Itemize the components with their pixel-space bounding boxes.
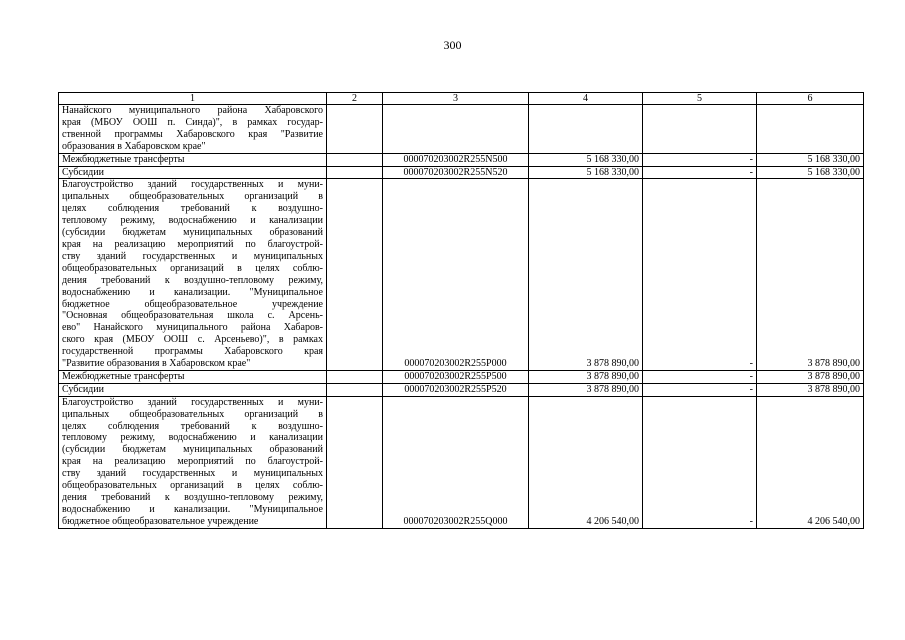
description-line: образования в Хабаровском крае" — [62, 140, 206, 152]
description-line: ево" Нанайского муниципального района Хабаров- — [62, 322, 323, 334]
cell-code: 000070203002R255Q000 — [383, 396, 529, 528]
cell-code: 000070203002R255P000 — [383, 179, 529, 371]
cell-amount: 4 206 540,00 — [529, 396, 643, 528]
description-line: общеобразовательных организаций в целях соблю- — [62, 262, 323, 274]
row-label: Субсидии — [59, 383, 327, 396]
cell-col-5: - — [643, 153, 757, 166]
table-row — [59, 105, 864, 154]
cell-amount: 3 878 890,00 — [529, 370, 643, 383]
budget-table — [58, 92, 864, 529]
description-line: ству зданий государственных и муниципальных — [62, 468, 323, 480]
cell-col-2 — [327, 383, 383, 396]
description-line: ского края (МБОУ ООШ с. Арсеньево)", в рамках — [62, 334, 323, 346]
description-line: (субсидии бюджетам муниципальных образований — [62, 227, 323, 239]
cell-total: 5 168 330,00 — [757, 166, 864, 179]
cell-amount: 5 168 330,00 — [529, 166, 643, 179]
cell-col-2 — [327, 396, 383, 528]
description-line: тепловому режиму, водоснабжению и канализации — [62, 215, 323, 227]
cell-col-5: - — [643, 383, 757, 396]
cell-total: 3 878 890,00 — [757, 383, 864, 396]
cell-amount: 3 878 890,00 — [529, 179, 643, 371]
description-line: (субсидии бюджетам муниципальных образований — [62, 444, 323, 456]
cell-col-5 — [643, 105, 757, 154]
cell-code: 000070203002R255N500 — [383, 153, 529, 166]
table-body — [59, 105, 864, 529]
table-header — [59, 93, 864, 105]
table-row — [59, 370, 864, 383]
cell-total: 5 168 330,00 — [757, 153, 864, 166]
cell-col-2 — [327, 179, 383, 371]
row-label: Межбюджетные трансферты — [59, 370, 327, 383]
description-line: Благоустройство зданий государственных и муни- — [62, 396, 323, 408]
header-col-4: 4 — [529, 93, 643, 105]
description-line: тепловому режиму, водоснабжению и канализации — [62, 432, 323, 444]
description-line: бюджетное общеобразовательное учреждение — [62, 298, 323, 310]
row-label: Субсидии — [59, 166, 327, 179]
cell-total: 3 878 890,00 — [757, 179, 864, 371]
row-description — [59, 105, 327, 154]
description-line: бюджетное общеобразовательное учреждение — [62, 515, 259, 527]
cell-code: 000070203002R255P500 — [383, 370, 529, 383]
row-label: Межбюджетные трансферты — [59, 153, 327, 166]
description-line: дения требований к воздушно-тепловому режиму, — [62, 492, 323, 503]
table-row — [59, 383, 864, 396]
description-line: "Основная общеобразовательная школа с. Арсень- — [62, 310, 323, 322]
header-col-3: 3 — [383, 93, 529, 105]
description-line: ственной программы Хабаровского края "Развитие — [62, 128, 323, 140]
cell-amount — [529, 105, 643, 154]
cell-total — [757, 105, 864, 154]
cell-code: 000070203002R255N520 — [383, 166, 529, 179]
cell-col-5: - — [643, 370, 757, 383]
description-line: целях соблюдения требований к воздушно- — [62, 203, 323, 215]
description-line: водоснабжению и канализации. "Муниципальное — [62, 503, 323, 515]
table-row — [59, 396, 864, 528]
description-line: целях соблюдения требований к воздушно- — [62, 420, 323, 432]
header-col-2: 2 — [327, 93, 383, 105]
description-line: общеобразовательных организаций в целях соблю- — [62, 480, 323, 492]
cell-code: 000070203002R255P520 — [383, 383, 529, 396]
description-line: Благоустройство зданий государственных и муни- — [62, 179, 323, 191]
cell-code — [383, 105, 529, 154]
header-col-5: 5 — [643, 93, 757, 105]
cell-total: 3 878 890,00 — [757, 370, 864, 383]
page-number: 300 — [443, 38, 462, 52]
description-line: Нанайского муниципального района Хабаровского — [62, 105, 323, 116]
cell-col-5: - — [643, 396, 757, 528]
cell-col-5: - — [643, 166, 757, 179]
description-line: края на реализацию мероприятий по благоустрой- — [62, 456, 323, 468]
table-row — [59, 153, 864, 166]
row-description — [59, 396, 327, 528]
description-line: водоснабжению и канализации. "Муниципальное — [62, 286, 323, 298]
description-line: ципальных общеобразовательных организаций в — [62, 191, 323, 203]
header-col-6: 6 — [757, 93, 864, 105]
cell-col-2 — [327, 166, 383, 179]
cell-amount: 5 168 330,00 — [529, 153, 643, 166]
description-line: края (МБОУ ООШ п. Синда)", в рамках государ- — [62, 116, 323, 128]
cell-amount: 3 878 890,00 — [529, 383, 643, 396]
header-col-1: 1 — [59, 93, 327, 105]
description-line: края на реализацию мероприятий по благоустрой- — [62, 238, 323, 250]
description-line: ству зданий государственных и муниципальных — [62, 250, 323, 262]
cell-col-2 — [327, 153, 383, 166]
description-line: "Развитие образования в Хабаровском крае" — [62, 358, 251, 370]
cell-col-2 — [327, 370, 383, 383]
header-row — [59, 93, 864, 105]
cell-col-2 — [327, 105, 383, 154]
cell-total: 4 206 540,00 — [757, 396, 864, 528]
table-row — [59, 179, 864, 371]
cell-col-5: - — [643, 179, 757, 371]
description-line: государственной программы Хабаровского края — [62, 346, 323, 358]
row-description — [59, 179, 327, 371]
table-row — [59, 166, 864, 179]
description-line: дения требований к воздушно-тепловому режиму, — [62, 274, 323, 286]
description-line: ципальных общеобразовательных организаций в — [62, 408, 323, 420]
